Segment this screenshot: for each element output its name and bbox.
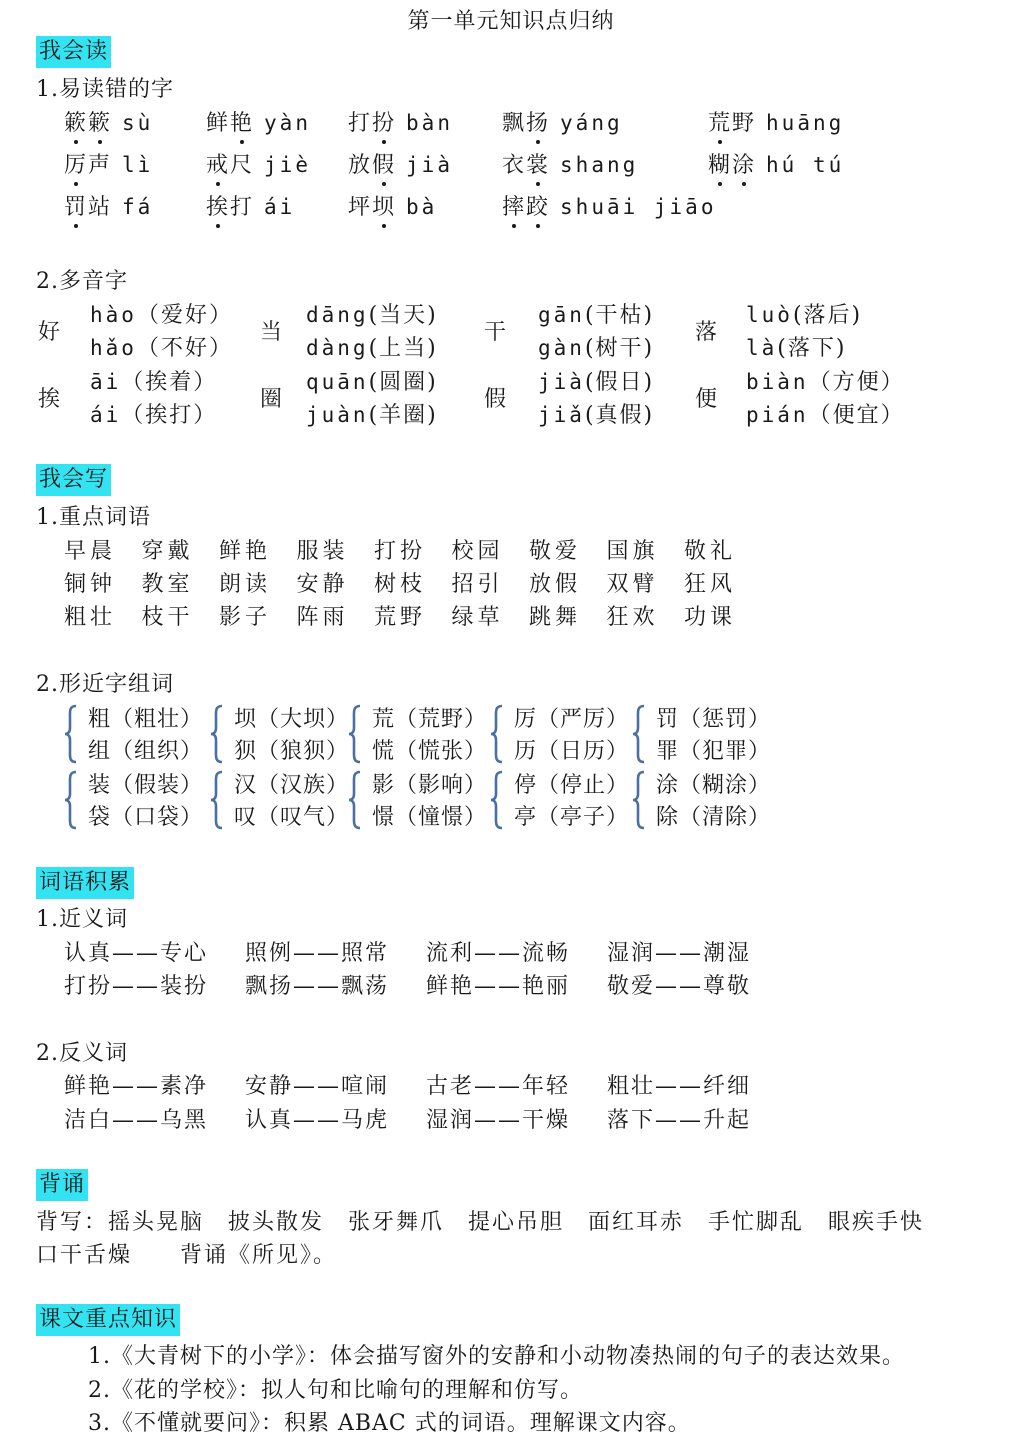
polyphone-pinyin: dāng [306,303,369,327]
brace-icon [490,704,504,764]
easy-char-hanzi [348,153,396,178]
hanzi-char: 打 [348,111,373,136]
hanzi-char: 声 [88,153,113,178]
polyphone-char: 圈 [260,387,283,412]
key-word: 绿草 [451,605,504,630]
easy-char-item [64,190,153,221]
polyphone-reading [90,365,217,396]
polyphone-reading [538,398,654,429]
word-pair: 落下——升起 [607,1108,752,1133]
polyphone-reading [746,298,862,329]
easy-char-pinyin: bà [406,195,438,219]
word-pair: 敬爱——尊敬 [607,974,752,999]
similar-char-word: 袋（口袋） [88,805,204,830]
key-word: 打扮 [374,539,427,564]
similar-char-word: 历（日历） [514,739,630,764]
hanzi-char: 扬 [526,106,550,137]
polyphone-pinyin: jiǎ [538,403,585,427]
easy-char-hanzi [64,153,112,178]
polyphone-word: （便宜） [808,403,905,428]
polyphone-word: (落后) [792,303,863,328]
word-pair: 鲜艳——艳丽 [426,974,571,999]
polyphone-word: （挨着） [121,370,218,395]
easy-char-item [64,106,153,137]
polyphone-reading [90,298,233,329]
polyphone-word: (落下) [777,336,847,361]
easy-char-item [502,190,716,221]
hanzi-char: 罚 [64,190,88,221]
polyphone-word: (树干) [584,336,655,361]
polyphone-reading [746,365,905,396]
easy-char-pinyin: huāng [766,111,845,135]
polyphone-pinyin: là [746,336,778,360]
hanzi-char: 荒 [708,106,732,137]
easy-char-hanzi [708,153,756,178]
polyphone-reading [746,331,846,362]
knowledge-item-1: 1.《大青树下的小学》：体会描写窗外的安静和小动物凑热闹的句子的表达效果。 [88,1344,905,1369]
polyphone-reading [538,365,654,396]
key-word: 放假 [529,572,582,597]
recite-line-1: 背写：摇头晃脑 披头散发 张牙舞爪 提心吊胆 面红耳赤 手忙脚乱 眼疾手快 [36,1210,925,1235]
easy-char-hanzi [348,195,396,220]
word-pair: 古老——年轻 [426,1074,571,1099]
subheading-similar-chars: 2.形近字组词 [36,672,174,697]
key-word: 树枝 [374,572,427,597]
key-word: 校园 [451,539,504,564]
easy-char-item [502,106,623,137]
similar-char-word: 亭（亭子） [514,805,630,830]
key-word: 穿戴 [141,539,194,564]
brace-icon [210,770,224,830]
key-word: 影子 [219,605,272,630]
word-pair: 洁白——乌黑 [64,1108,209,1133]
hanzi-char: 假 [372,148,396,179]
similar-char-word: 除（清除） [656,805,772,830]
polyphone-pinyin: pián [746,403,809,427]
easy-char-pinyin: jiè [264,153,311,177]
easy-char-pinyin: yáng [560,111,623,135]
hanzi-char: 厉 [64,148,88,179]
word-pair: 飘扬——飘荡 [245,974,390,999]
key-word: 粗壮 [64,605,117,630]
hanzi-char: 坝 [372,190,396,221]
key-word: 服装 [296,539,349,564]
hanzi-char: 坪 [348,195,373,220]
word-pair: 鲜艳——素净 [64,1074,209,1099]
easy-char-item [206,106,311,137]
brace-icon [490,770,504,830]
key-word: 阵雨 [296,605,349,630]
polyphone-word: (当天) [368,303,438,328]
subheading-key-words: 1.重点词语 [36,505,151,530]
hanzi-char: 尺 [230,153,255,178]
easy-char-pinyin: lì [122,153,154,177]
key-word: 教室 [141,572,194,597]
easy-char-pinyin: shuāi jiāo [560,195,717,219]
easy-char-hanzi [502,195,550,220]
key-word: 狂风 [684,572,737,597]
key-word: 跳舞 [529,605,582,630]
key-word: 招引 [451,572,504,597]
similar-char-word: 荒（荒野） [372,707,488,732]
hanzi-char: 飘 [502,111,527,136]
polyphone-reading [90,398,217,429]
easy-char-pinyin: yàn [264,111,311,135]
polyphone-word: (假日) [584,370,655,395]
easy-char-pinyin: ái [264,195,296,219]
similar-char-word: 厉（严厉） [514,707,630,732]
similar-char-word: 粗（粗壮） [88,707,204,732]
polyphone-word: (圆圈) [368,370,438,395]
similar-char-word: 汉（汉族） [234,773,350,798]
polyphone-pinyin: luò [746,303,793,327]
similar-char-word: 停（停止） [514,773,630,798]
similar-char-word: 慌（慌张） [372,739,488,764]
easy-char-pinyin: sù [122,111,154,135]
word-pair: 照例——照常 [245,941,390,966]
section-heading-vocab: 词语积累 [36,867,134,899]
hanzi-char: 挨 [206,190,230,221]
brace-icon [348,704,362,764]
polyphone-pinyin: quān [306,370,369,394]
subheading-polyphones: 2.多音字 [36,269,128,294]
polyphone-word: （方便） [808,370,905,395]
hanzi-char: 簌 [88,106,112,137]
polyphone-pinyin: hǎo [90,336,137,360]
key-word: 鲜艳 [219,539,272,564]
polyphone-word: (真假) [584,403,655,428]
polyphone-pinyin: biàn [746,370,809,394]
similar-char-word: 憬（憧憬） [372,805,488,830]
easy-char-pinyin: shang [560,153,639,177]
word-pair: 认真——专心 [64,941,209,966]
subheading-antonyms: 2.反义词 [36,1041,128,1066]
polyphone-char: 好 [38,320,61,345]
key-word: 敬礼 [684,539,737,564]
brace-icon [64,770,78,830]
word-pair: 打扮——装扮 [64,974,209,999]
polyphone-pinyin: ái [90,403,122,427]
easy-char-item [348,190,437,221]
word-pair: 认真——马虎 [245,1108,390,1133]
polyphone-reading [306,365,438,396]
hanzi-char: 艳 [230,106,254,137]
polyphone-char: 挨 [38,387,61,412]
polyphone-word: （挨打） [121,403,218,428]
brace-icon [632,770,646,830]
hanzi-char: 糊 [708,148,732,179]
key-word: 狂欢 [606,605,659,630]
easy-char-item [206,190,295,221]
hanzi-char: 簌 [64,106,88,137]
key-word: 双臂 [606,572,659,597]
key-word: 国旗 [606,539,659,564]
polyphone-reading [306,331,438,362]
polyphone-word: （爱好） [136,303,233,328]
easy-char-hanzi [502,111,550,136]
easy-char-item [206,148,311,179]
key-word: 早晨 [64,539,117,564]
easy-char-hanzi [206,195,254,220]
polyphone-reading [306,298,438,329]
easy-char-pinyin: fá [122,195,154,219]
hanzi-char: 摔 [502,190,526,221]
easy-char-item [708,106,844,137]
polyphone-pinyin: hào [90,303,137,327]
word-pair: 湿润——干燥 [426,1108,571,1133]
easy-char-item [348,148,453,179]
brace-icon [210,704,224,764]
knowledge-item-2: 2.《花的学校》：拟人句和比喻句的理解和仿写。 [88,1378,583,1403]
brace-icon [348,770,362,830]
polyphone-char: 便 [695,387,718,412]
polyphone-word: (上当) [368,336,438,361]
subheading-synonyms: 1.近义词 [36,907,128,932]
polyphone-word: (羊圈) [368,403,438,428]
hanzi-char: 衣 [502,153,527,178]
easy-char-hanzi [708,111,756,136]
section-heading-knowledge: 课文重点知识 [36,1304,180,1336]
key-word: 枝干 [141,605,194,630]
brace-icon [64,704,78,764]
polyphone-reading [538,298,654,329]
polyphone-char: 假 [484,387,507,412]
easy-char-item [502,148,638,179]
word-pair: 湿润——潮湿 [607,941,752,966]
knowledge-item-3: 3.《不懂就要问》：积累 ABAC 式的词语。理解课文内容。 [88,1411,691,1436]
hanzi-char: 站 [88,195,113,220]
polyphone-reading [746,398,905,429]
hanzi-char: 放 [348,153,373,178]
hanzi-char: 戒 [206,148,230,179]
easy-char-hanzi [348,111,396,136]
similar-char-word: 涂（糊涂） [656,773,772,798]
key-word: 安静 [296,572,349,597]
similar-char-word: 罪（犯罪） [656,739,772,764]
polyphone-word: （不好） [136,336,233,361]
easy-char-item [708,148,844,179]
recite-line-2: 口干舌燥 背诵《所见》。 [36,1243,338,1268]
polyphone-pinyin: gàn [538,336,585,360]
polyphone-pinyin: āi [90,370,122,394]
polyphone-char: 落 [695,320,718,345]
hanzi-char: 野 [732,111,757,136]
hanzi-char: 涂 [732,148,756,179]
easy-char-pinyin: bàn [406,111,453,135]
similar-char-word: 组（组织） [88,739,204,764]
section-heading-recite: 背诵 [36,1169,88,1201]
brace-icon [632,704,646,764]
polyphone-word: (干枯) [584,303,655,328]
key-word: 敬爱 [529,539,582,564]
word-pair: 流利——流畅 [426,941,571,966]
polyphone-pinyin: juàn [306,403,369,427]
hanzi-char: 打 [230,195,255,220]
similar-char-word: 狈（狼狈） [234,739,350,764]
page-title: 第一单元知识点归纳 [407,9,615,34]
hanzi-char: 鲜 [206,111,231,136]
section-heading-read: 我会读 [36,36,111,68]
section-heading-write: 我会写 [36,464,111,496]
easy-char-item [348,106,453,137]
easy-char-hanzi [64,111,112,136]
polyphone-char: 当 [260,320,283,345]
hanzi-char: 裳 [526,148,550,179]
similar-char-word: 坝（大坝） [234,707,350,732]
polyphone-reading [538,331,654,362]
polyphone-pinyin: gān [538,303,585,327]
similar-char-word: 影（影响） [372,773,488,798]
hanzi-char: 跤 [526,190,550,221]
key-word: 荒野 [374,605,427,630]
similar-char-word: 装（假装） [88,773,204,798]
easy-char-pinyin: jià [406,153,453,177]
easy-char-hanzi [502,153,550,178]
easy-char-pinyin: hú tú [766,153,845,177]
key-word: 铜钟 [64,572,117,597]
easy-char-hanzi [206,111,254,136]
easy-char-hanzi [206,153,254,178]
word-pair: 粗壮——纤细 [607,1074,752,1099]
key-word: 功课 [684,605,737,630]
similar-char-word: 叹（叹气） [234,805,350,830]
subheading-easy-misread: 1.易读错的字 [36,77,174,102]
word-pair: 安静——喧闹 [245,1074,390,1099]
hanzi-char: 扮 [372,106,396,137]
polyphone-char: 干 [484,320,507,345]
polyphone-pinyin: dàng [306,336,369,360]
polyphone-reading [90,331,233,362]
easy-char-item [64,148,153,179]
key-word: 朗读 [219,572,272,597]
easy-char-hanzi [64,195,112,220]
similar-char-word: 罚（惩罚） [656,707,772,732]
polyphone-pinyin: jià [538,370,585,394]
polyphone-reading [306,398,438,429]
